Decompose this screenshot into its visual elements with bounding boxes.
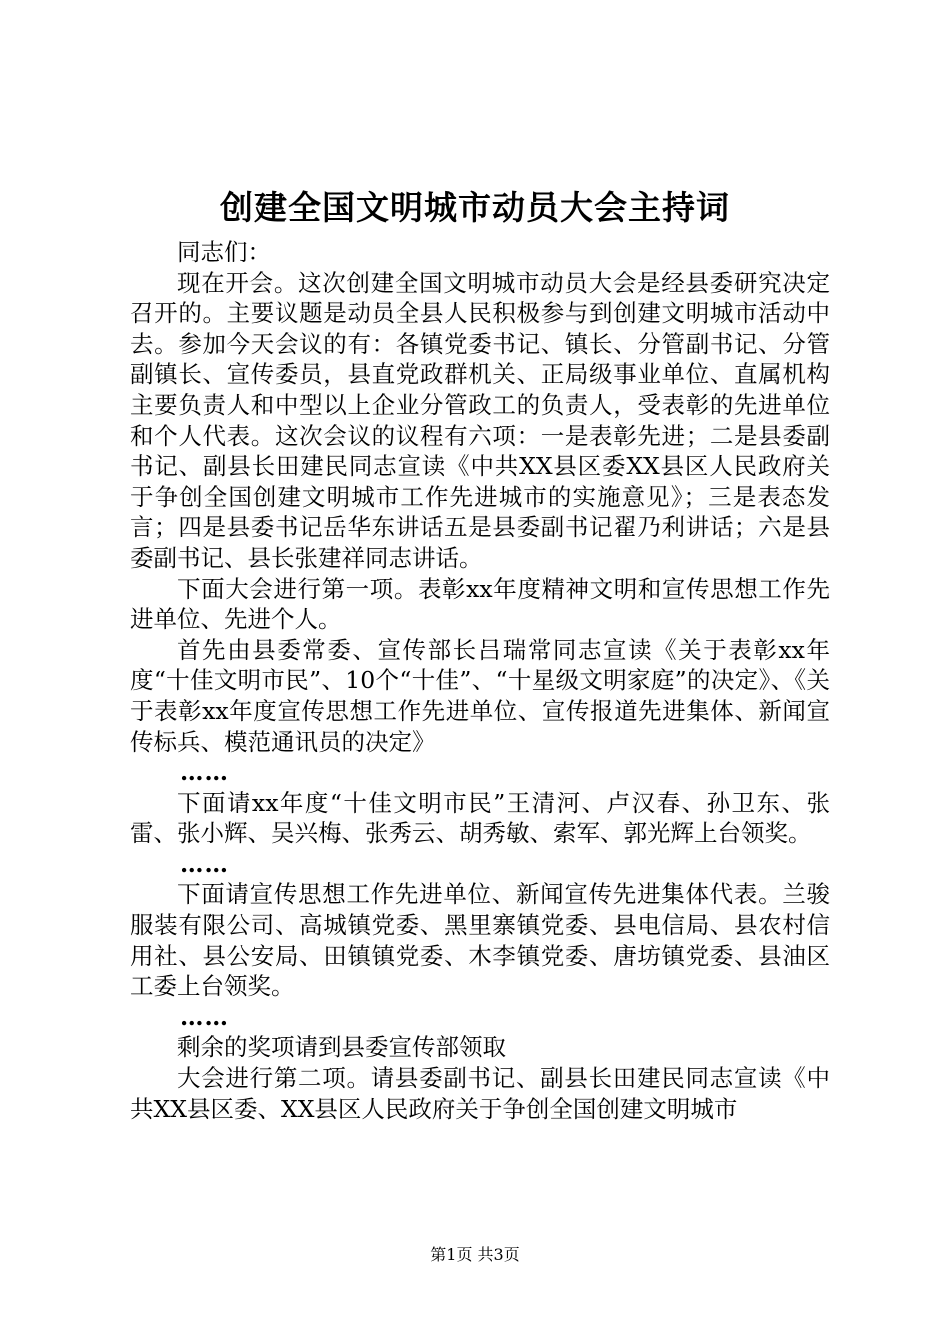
body-paragraph: 下面请xx年度“十佳文明市民”王清河、卢汉春、孙卫东、张雷、张小辉、吴兴梅、张秀云、胡秀敏、索军、郭光辉上台领奖。 xyxy=(130,788,830,848)
body-paragraph: 同志们： xyxy=(177,238,271,266)
body-paragraph: 首先由县委常委、宣传部长吕瑞常同志宣读《关于表彰xx年度“十佳文明市民”、10个“十佳”、“十星级文明家庭”的决定》、《关于表彰xx年度宣传思想工作先进单位、宣传报道先进集体、新闻宣传标兵、模范通讯员的决定》 xyxy=(130,635,830,756)
body-paragraph: 下面大会进行第一项。表彰xx年度精神文明和宣传思想工作先进单位、先进个人。 xyxy=(130,574,830,634)
document-body xyxy=(130,237,830,1124)
ellipsis-line: …… xyxy=(180,849,229,878)
document-title: 创建全国文明城市动员大会主持词 xyxy=(220,188,730,227)
body-paragraph: 现在开会。这次创建全国文明城市动员大会是经县委研究决定召开的。主要议题是动员全县人民积极参与到创建文明城市活动中去。参加今天会议的有：各镇党委书记、镇长、分管副书记、分管副镇长、宣传委员，县直党政群机关、正局级事业单位、直属机构主要负责人和中型以上企业分管政工的负责人，受表彰的先进单位和个人代表。这次会议的议程有六项：一是表彰先进；二是县委副书记、副县长田建民同志宣读《中共XX县区委XX县区人民政府关于争创全国创建文明城市工作先进城市的实施意见》；三是表态发言；四是县委书记岳华东讲话五是县委副书记翟乃利讲话；六是县委副书记、县长张建祥同志讲话。 xyxy=(130,268,830,572)
page-number-footer: 第1页 共3页 xyxy=(430,1245,520,1264)
body-paragraph: 剩余的奖项请到县委宣传部领取 xyxy=(177,1033,506,1062)
body-paragraph: 大会进行第二项。请县委副书记、副县长田建民同志宣读《中共XX县区委、XX县区人民政府关于争创全国创建文明城市 xyxy=(130,1064,830,1123)
body-paragraph: 下面请宣传思想工作先进单位、新闻宣传先进集体代表。兰骏服装有限公司、高城镇党委、黑里寨镇党委、县电信局、县农村信用社、县公安局、田镇镇党委、木李镇党委、唐坊镇党委、县油区工委上台领奖。 xyxy=(130,880,830,1001)
ellipsis-line: …… xyxy=(180,1002,229,1031)
ellipsis-line: …… xyxy=(180,758,229,787)
